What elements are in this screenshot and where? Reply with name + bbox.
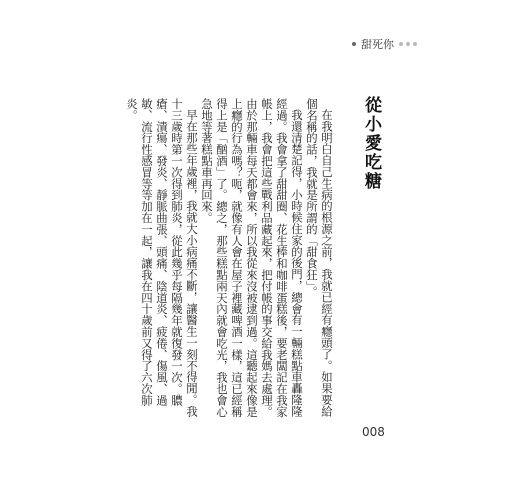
dots-ornament-icon bbox=[399, 42, 417, 46]
body-text bbox=[125, 98, 334, 423]
page-number: 008 bbox=[362, 425, 385, 439]
chapter-title: 從小愛吃糖 bbox=[361, 96, 381, 191]
paragraph-3: 早在那些年歲裡，我就大小病痛不斷，讓醫生一刻不得閒。我十三歲時第一次得到肺炎，從此幾乎每隔幾年就復發一次。膿瘡、潰瘍、發炎、靜脈曲張、頭痛、陰道炎、疲倦、傷風、過敏、流行性感冒等等加在一起，讓我在四十歲前又得了六次肺炎。 bbox=[125, 98, 199, 418]
section-name: 甜死你 bbox=[361, 38, 394, 51]
paragraph-2: 我還清楚記得，小時候住家的後門，總會有一輛糕點車轟隆隆經過。我會拿了甜甜圈、花生棒和咖啡蛋糕後，要老闆記在我家帳上，我會把這些戰利品藏起來，把付帳的事交給我媽去處理。由於那輛車每天都會來，所以我從來沒被逮到過。這聽起來像是上癮的行為嗎？呃，就像有人會在屋子裡藏啤酒一樣，這已經稱得上是「酗酒」了。總之，那些糕點兩天內就會吃光，我也會心急地等著糕點車再回來。 bbox=[200, 98, 304, 418]
running-header bbox=[352, 36, 417, 52]
bullet-icon bbox=[352, 42, 356, 46]
paragraph-1: 在我明白自己生病的根源之前，我就已經有癮頭了。如果要給個名稱的話，我就是所謂的「甜食狂」。 bbox=[305, 98, 334, 418]
